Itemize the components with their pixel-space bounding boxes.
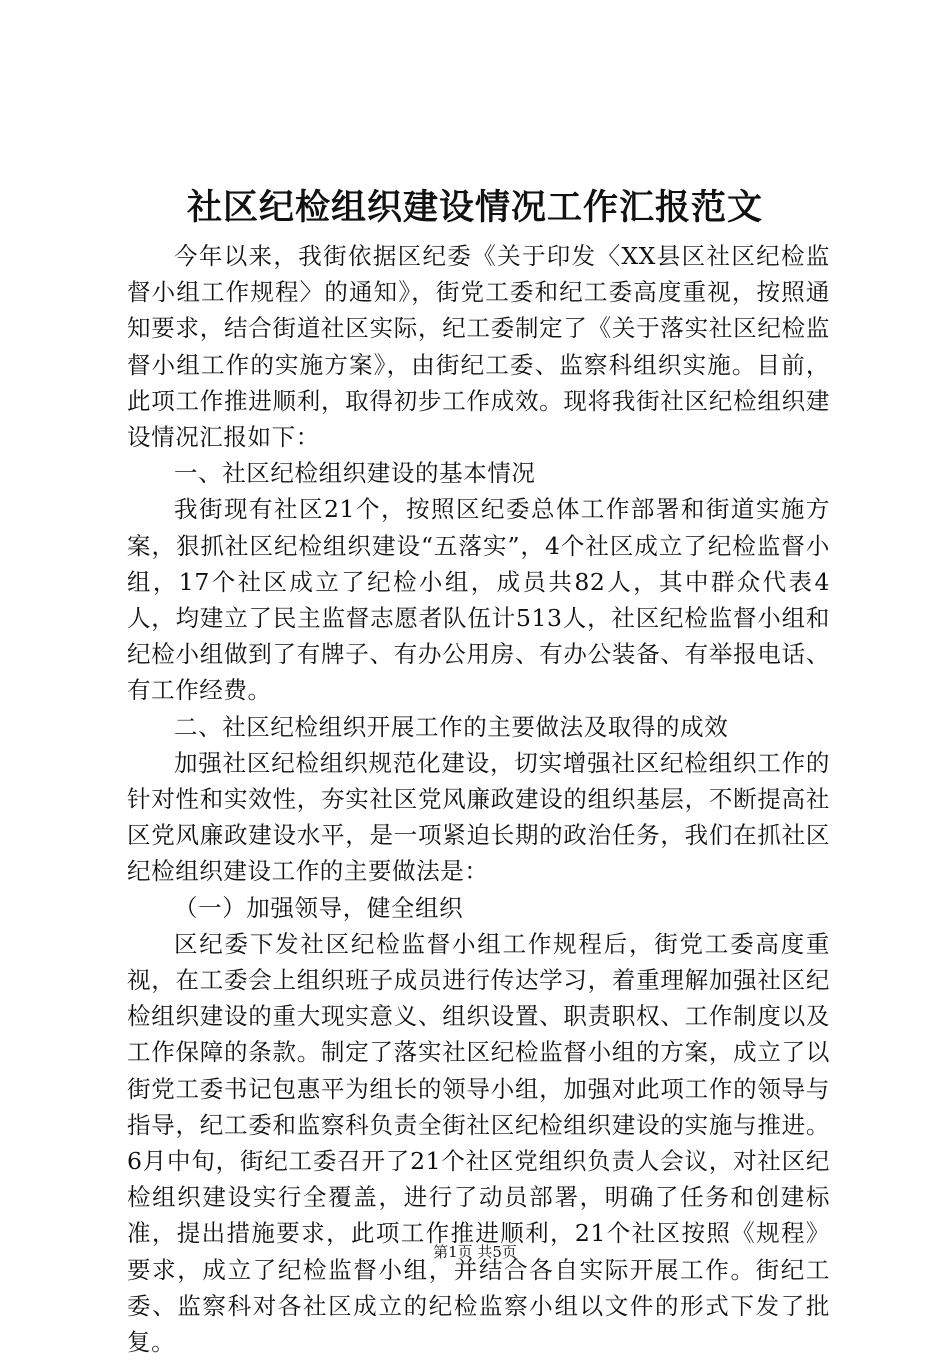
section-1-paragraph: 我街现有社区21个，按照区纪委总体工作部署和街道实施方案，狠抓社区纪检组织建设“五落实”，4个社区成立了纪检监督小组，17个社区成立了纪检小组，成员共82人，其中群众代表4人，均建立了民主监督志愿者队伍计513人，社区纪检监督小组和纪检小组做到了有牌子、有办公用房、有办公装备、有举报电话、有工作经费。 <box>127 495 830 705</box>
section-2-paragraph: 加强社区纪检组织规范化建设，切实增强社区纪检组织工作的针对性和实效性，夯实社区党风廉政建设的组织基层，不断提高社区党风廉政建设水平，是一项紧迫长期的政治任务，我们在抓社区纪检组织建设工作的主要做法是： <box>127 748 830 886</box>
subsection-1-paragraph: 区纪委下发社区纪检监督小组工作规程后，街党工委高度重视，在工委会上组织班子成员进行传达学习，着重理解加强社区纪检组织建设的重大现实意义、组织设置、职责职权、工作制度以及工作保障的条款。制定了落实社区纪检监督小组的方案，成立了以街党工委书记包惠平为组长的领导小组，加强对此项工作的领导与指导，纪工委和监察科负责全街社区纪检组织建设的实施与推进。6月中旬，街纪工委召开了21个社区党组织负责人会议，对社区纪检组织建设实行全覆盖，进行了动员部署，明确了任务和创建标准，提出措施要求，此项工作推进顺利，21个社区按照《规程》要求，成立了纪检监督小组，并结合各自实际开展工作。街纪工委、监察科对各社区成立的纪检监察小组以文件的形式下发了批复。 <box>127 929 830 1357</box>
page-number-footer: 第1页 共5页 <box>433 1243 517 1261</box>
document-title: 社区纪检组织建设情况工作汇报范文 <box>186 187 763 228</box>
document-body <box>127 238 830 1360</box>
section-heading-1: 一、社区纪检组织建设的基本情况 <box>174 459 536 488</box>
section-heading-2: 二、社区纪检组织开展工作的主要做法及取得的成效 <box>174 712 729 741</box>
subsection-heading-1: （一）加强领导，健全组织 <box>174 893 464 922</box>
intro-paragraph: 今年以来，我街依据区纪委《关于印发〈XX县区社区纪检监督小组工作规程〉的通知》，街党工委和纪工委高度重视，按照通知要求，结合街道社区实际，纪工委制定了《关于落实社区纪检监督小组工作的实施方案》，由街纪工委、监察科组织实施。目前，此项工作推进顺利，取得初步工作成效。现将我街社区纪检组织建设情况汇报如下： <box>127 242 830 452</box>
